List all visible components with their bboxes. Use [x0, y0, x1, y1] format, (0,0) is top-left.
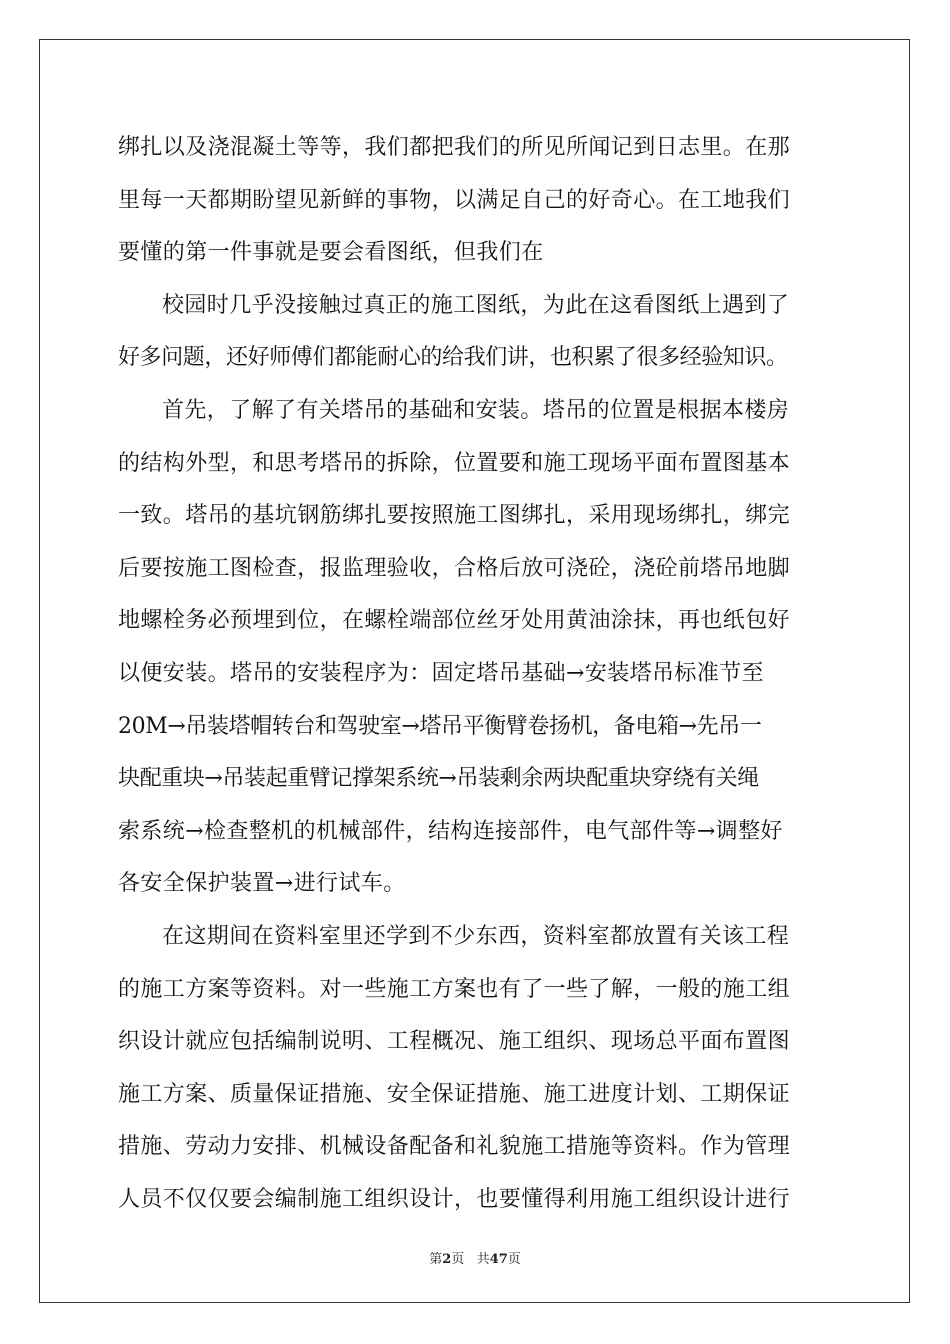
text-line: 人员不仅仅要会编制施工组织设计，也要懂得利用施工组织设计进行: [118, 1186, 791, 1212]
text-line: 各安全保护装置→进行试车。: [118, 871, 406, 897]
text-line: 索系统→检查整机的机械部件，结构连接部件，电气部件等→调整好: [118, 818, 783, 844]
paragraph-start-line: 首先，了解了有关塔吊的基础和安装。塔吊的位置是根据本楼房: [162, 397, 790, 423]
text-line: 块配重块→吊装起重臂记撑架系统→吊装剩余两块配重块穿绕有关绳: [118, 766, 759, 792]
total-prefix: 共: [476, 1252, 490, 1267]
paragraph-start-line: 在这期间在资料室里还学到不少东西，资料室都放置有关该工程: [162, 923, 790, 949]
page-footer: [0, 1248, 950, 1267]
text-line: 的施工方案等资料。对一些施工方案也有了一些了解，一般的施工组: [118, 976, 791, 1002]
text-line: 地螺栓务必预埋到位，在螺栓端部位丝牙处用黄油涂抹，再也纸包好: [118, 608, 791, 634]
text-line: 织设计就应包括编制说明、工程概况、施工组织、现场总平面布置图: [118, 1029, 791, 1055]
text-line: 20M→吊装塔帽转台和驾驶室→塔吊平衡臂卷扬机，备电箱→先吊一: [118, 713, 762, 739]
text-line: 绑扎以及浇混凝土等等，我们都把我们的所见所闻记到日志里。在那: [118, 135, 791, 160]
text-line: 措施、劳动力安排、机械设备配备和礼貌施工措施等资料。作为管理: [118, 1134, 791, 1160]
text-line: 以便安装。塔吊的安装程序为：固定塔吊基础→安装塔吊标准节至: [118, 660, 765, 686]
page-number: 2: [442, 1252, 452, 1267]
text-line: 一致。塔吊的基坑钢筋绑扎要按照施工图绑扎，采用现场绑扎，绑完: [118, 503, 791, 529]
total-pages: 47: [489, 1252, 508, 1267]
text-line: 后要按施工图检查，报监理验收，合格后放可浇砼，浇砼前塔吊地脚: [118, 555, 791, 581]
paragraph-start-line: 校园时几乎没接触过真正的施工图纸，为此在这看图纸上遇到了: [162, 292, 790, 318]
total-suffix: 页: [507, 1252, 521, 1267]
text-line: 好多问题，还好师傅们都能耐心的给我们讲，也积累了很多经验知识。: [118, 345, 788, 371]
text-line: 里每一天都期盼望见新鲜的事物，以满足自己的好奇心。在工地我们: [118, 187, 791, 213]
page-suffix: 页: [451, 1252, 465, 1267]
text-line: 要懂的第一件事就是要会看图纸，但我们在: [118, 240, 544, 266]
text-line: 的结构外型，和思考塔吊的拆除，位置要和施工现场平面布置图基本: [118, 450, 791, 476]
text-line: 施工方案、质量保证措施、安全保证措施、施工进度计划、工期保证: [118, 1081, 791, 1107]
document-body: [118, 122, 838, 1226]
page-prefix: 第: [429, 1252, 443, 1267]
